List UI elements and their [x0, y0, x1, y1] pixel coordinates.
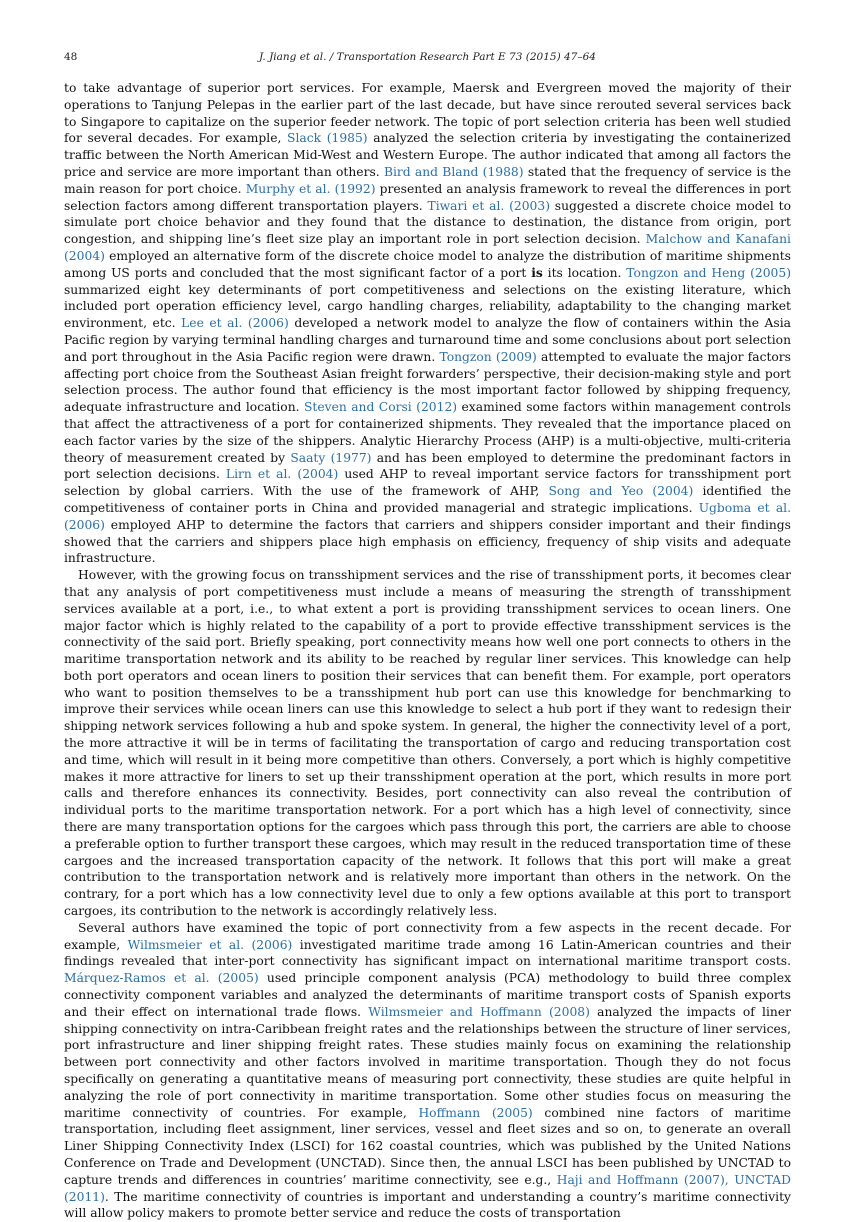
- citation-link[interactable]: Márquez-Ramos et al. (2005): [64, 971, 259, 986]
- paragraph: [64, 567, 791, 920]
- text-run: used principle component analysis (PCA) methodology to build three complex connectivity component variables and analyzed the determinants of maritime transport costs of Spanish exports and their effect on international trade flows.: [64, 971, 792, 1019]
- text-run: . The maritime connectivity of countries is important and understanding a country’s maritime connectivity will allow policy makers to promote better service and reduce the costs of transportation: [64, 1189, 791, 1221]
- citation-link[interactable]: Lirn et al. (2004): [225, 467, 339, 482]
- citation-link[interactable]: Murphy et al. (1992): [245, 181, 376, 196]
- text-run: employed an alternative form of the discrete choice model to analyze the distribution of maritime shipments among US ports and concluded that the most significant factor of a port: [64, 248, 791, 280]
- citation-link[interactable]: Haji and Hoffmann (2007), UNCTAD (2011): [64, 1172, 792, 1204]
- text-run: stated that the frequency of service is the main reason for port choice.: [64, 164, 791, 196]
- paragraph: [64, 80, 791, 567]
- text-run: used AHP to reveal important service factors for transshipment port selection by global carriers. With the use of the framework of AHP,: [64, 467, 792, 499]
- page-number: 48: [64, 51, 78, 63]
- text-run: However, with the growing focus on transshipment services and the rise of transshipment ports, it becomes clear that any analysis of port competitiveness must include a means of measuring the strength of transshipment services available at a port, i.e., to what extent a port is providing transshipment services to ocean liners. One major factor which is highly related to the capability of a port to provide effective transshipment services is the connectivity of the said port. Briefly speaking, port connectivity means how well one port connects to others in the maritime transportation network and its ability to be reached by regular liner services. This knowledge can help both port operators and ocean liners to position their services that can benefit them. For example, port operators who want to position themselves to be a transshipment hub port can use this knowledge for benchmarking to improve their services while ocean liners can use this knowledge to select a hub port if they want to redesign their shipping network services following a hub and spoke system. In general, the higher the connectivity level of a port, the more attractive it will be in terms of facilitating the transportation of cargo and reducing transportation cost and time, which will result in it being more competitive than others. Conversely, a port which is highly competitive makes it more attractive for liners to set up their transshipment operation at the port, which results in more port calls and therefore enhances its connectivity. Besides, port connectivity can also reveal the contribution of individual ports to the maritime transportation network. For a port which has a high level of connectivity, since there are many transportation options for the cargoes which pass through this port, the carriers are able to choose a preferable option to further transport these cargoes, which may result in the reduced transportation time of these cargoes and the increased transportation capacity of the network. It follows that this port will make a great contribution to the transportation network and is relatively more important than others in the network. On the contrary, for a port which has a low connectivity level due to only a few options available at this port to transport cargoes, its contribution to the network is accordingly relatively less.: [64, 568, 791, 919]
- journal-citation: J. Jiang et al. / Transportation Research Part E 73 (2015) 47–64: [259, 51, 596, 63]
- text-run: attempted to evaluate the major factors affecting port choice from the Southeast Asian freight forwarders’ perspective, their decision-making style and port selection process. The author found that efficiency is the most important factor followed by shipping frequency, adequate infrastructure and location.: [64, 349, 791, 415]
- text-run: suggested a discrete choice model to simulate port choice behavior and they found that the distance to destination, the distance from origin, port congestion, and shipping line’s fleet size play an important role in port selection decision.: [64, 198, 791, 247]
- paper-page: [64, 48, 791, 1222]
- text-run: combined nine factors of maritime transportation, including fleet assignment, liner services, vessel and fleet sizes and so on, to generate an overall Liner Shipping Connectivity Index (LSCI) for 162 coastal countries, which was published by the United Nations Conference on Trade and Development (UNCTAD). Since then, the annual LSCI has been published by UNCTAD to capture trends and differences in countries’ maritime connectivity, see e.g.,: [64, 1105, 791, 1187]
- text-run: examined some factors within management controls that affect the attractiveness of a port for containerized shipments. They revealed that the importance placed on each factor varies by the size of the shippers. Analytic Hierarchy Process (AHP) is a multi-objective, multi-criteria theory of measurement created by: [64, 400, 791, 465]
- bold-text: is: [531, 264, 543, 280]
- text-run: analyzed the impacts of liner shipping connectivity on intra-Caribbean freight rates and the relationships between the structure of liner services, port infrastructure and liner shipping freight rates. These studies mainly focus on examining the relationship between port connectivity and other factors involved in maritime transportation. Though they do not focus specifically on generating a quantitative means of measuring port connectivity, these studies are quite helpful in analyzing the role of port connectivity in maritime transportation. Some other studies focus on measuring the maritime connectivity of countries. For example,: [64, 1004, 791, 1120]
- citation-link[interactable]: Steven and Corsi (2012): [303, 400, 458, 415]
- text-run: developed a network model to analyze the flow of containers within the Asia Pacific region by varying terminal handling charges and turnaround time and some conclusions about port selection and port throughout in the Asia Pacific region were drawn.: [64, 316, 791, 364]
- paragraph: [64, 920, 791, 1222]
- text-run: to take advantage of superior port services. For example, Maersk and Evergreen moved the majority of their operations to Tanjung Pelepas in the earlier part of the last decade, but have since rerouted several services back to Singapore to capitalize on the superior feeder network. The topic of port selection criteria has been well studied for several decades. For example,: [64, 81, 791, 146]
- citation-link[interactable]: Saaty (1977): [290, 450, 372, 465]
- text-run: employed AHP to determine the factors that carriers and shippers consider important and their findings showed that the carriers and shippers place high emphasis on efficiency, frequency of ship visits and adequate infrastructure.: [64, 517, 791, 566]
- text-run: Several authors have examined the topic of port connectivity from a few aspects in the recent decade. For example,: [64, 920, 791, 952]
- citation-link[interactable]: Tiwari et al. (2003): [427, 198, 550, 213]
- text-run: identified the competitiveness of container ports in China and provided managerial and strategic implications.: [64, 484, 792, 515]
- text-run: investigated maritime trade among 16 Latin-American countries and their findings revealed that inter-port connectivity has significant impact on international maritime transport costs.: [64, 937, 791, 969]
- citation-link[interactable]: Slack (1985): [287, 131, 368, 146]
- citation-link[interactable]: Hoffmann (2005): [418, 1105, 533, 1120]
- citation-link[interactable]: Bird and Bland (1988): [383, 164, 524, 179]
- citation-link[interactable]: Ugboma et al. (2006): [64, 500, 791, 532]
- article-body: [64, 80, 791, 1222]
- citation-link[interactable]: Lee et al. (2006): [181, 316, 289, 331]
- citation-link[interactable]: Song and Yeo (2004): [548, 484, 694, 499]
- text-run: analyzed the selection criteria by investigating the containerized traffic between the North American Mid-West and Western Europe. The author indicated that among all factors the price and service are more important than others.: [64, 131, 792, 179]
- text-run: its location.: [542, 265, 627, 280]
- citation-link[interactable]: Tongzon (2009): [439, 349, 537, 364]
- citation-link[interactable]: Wilmsmeier et al. (2006): [127, 937, 293, 952]
- text-run: presented an analysis framework to reveal the differences in port selection factors among different transportation players.: [64, 181, 791, 213]
- text-run: summarized eight key determinants of port competitiveness and selections on the existing literature, which included port operation efficiency level, cargo handling charges, reliability, adaptability to the changing market environment, etc.: [64, 282, 791, 331]
- text-run: and has been employed to determine the predominant factors in port selection decisions.: [64, 450, 791, 482]
- citation-link[interactable]: Malchow and Kanafani (2004): [64, 232, 791, 263]
- running-header: [64, 48, 791, 68]
- citation-link[interactable]: Wilmsmeier and Hoffmann (2008): [368, 1004, 590, 1019]
- citation-link[interactable]: Tongzon and Heng (2005): [626, 265, 791, 280]
